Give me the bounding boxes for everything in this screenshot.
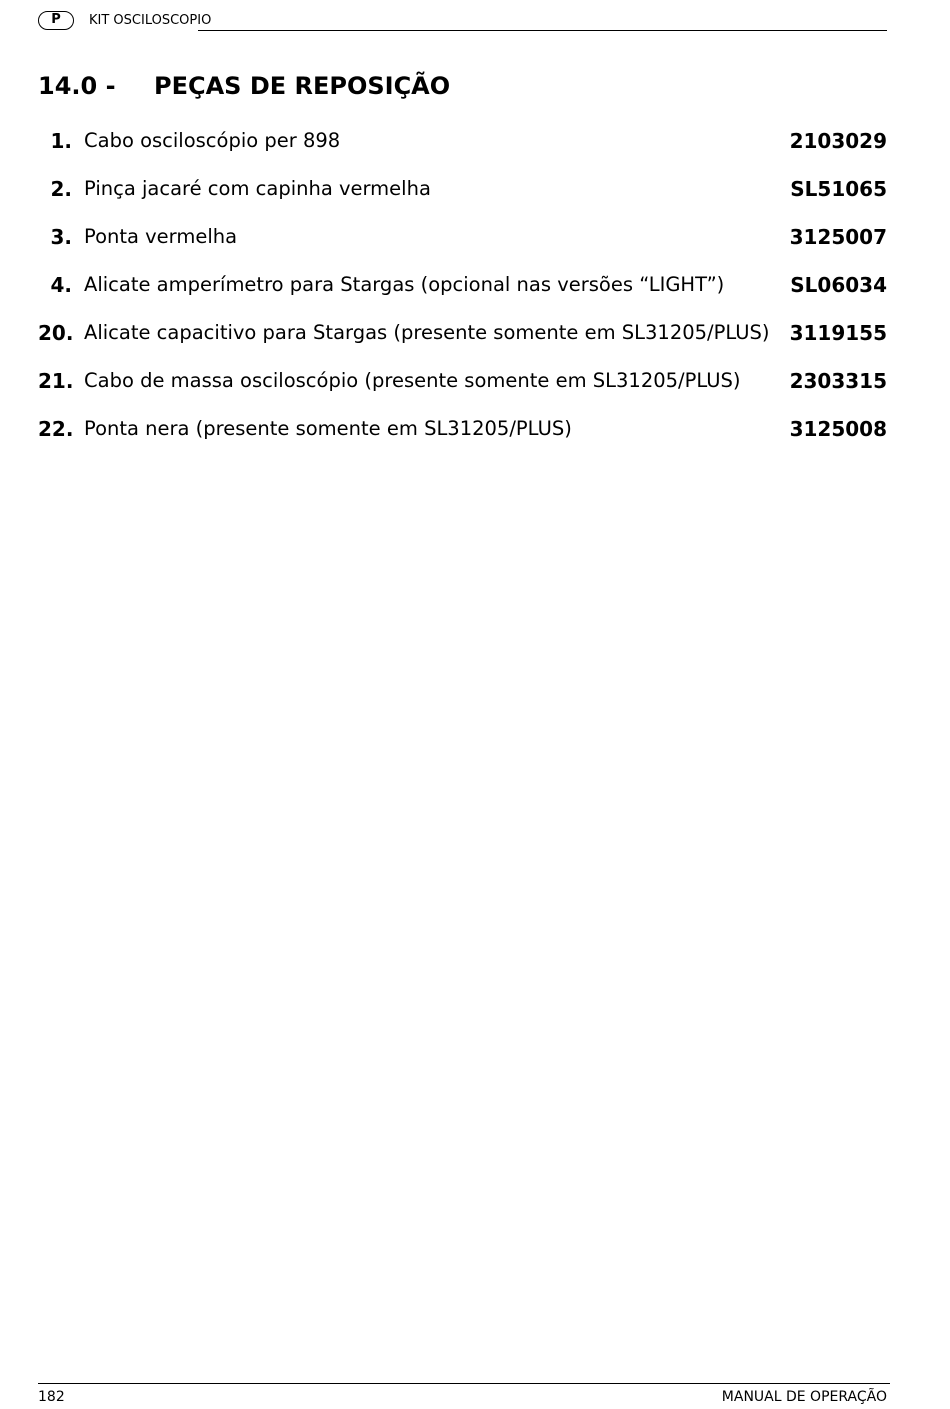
item-description: Alicate amperímetro para Stargas (opcional nas versões “LIGHT”) xyxy=(84,273,725,296)
list-item xyxy=(38,222,887,270)
page-number: 182 xyxy=(38,1389,65,1405)
item-code: SL06034 xyxy=(790,273,887,297)
footer-title: MANUAL DE OPERAÇÃO xyxy=(721,1389,887,1405)
item-code: 3125008 xyxy=(789,417,887,441)
header-rule xyxy=(198,30,887,31)
item-description: Alicate capacitivo para Stargas (presente somente em SL31205/PLUS) xyxy=(84,321,770,344)
item-number: 21. xyxy=(38,369,74,393)
item-description: Ponta vermelha xyxy=(84,225,238,248)
item-number: 1. xyxy=(50,129,72,153)
item-code: 2303315 xyxy=(789,369,887,393)
item-description: Pinça jacaré com capinha vermelha xyxy=(84,177,431,200)
list-item xyxy=(38,270,887,318)
section-title: PEÇAS DE REPOSIÇÃO xyxy=(154,72,451,100)
list-item xyxy=(38,414,887,462)
item-number: 22. xyxy=(38,417,74,441)
list-item xyxy=(38,318,887,366)
section-heading xyxy=(38,70,450,102)
section-number: 14.0 - xyxy=(38,72,116,100)
document-title: KIT OSCILOSCOPIO xyxy=(89,13,215,29)
page-header xyxy=(38,10,887,34)
list-item xyxy=(38,366,887,414)
item-number: 3. xyxy=(50,225,72,249)
spare-parts-list xyxy=(38,126,887,462)
item-code: 2103029 xyxy=(789,129,887,153)
item-code: 3119155 xyxy=(789,321,887,345)
footer-rule xyxy=(38,1383,890,1384)
item-code: 3125007 xyxy=(789,225,887,249)
item-number: 4. xyxy=(50,273,72,297)
item-description: Cabo osciloscópio per 898 xyxy=(84,129,341,152)
item-number: 2. xyxy=(50,177,72,201)
list-item xyxy=(38,174,887,222)
item-description: Cabo de massa osciloscópio (presente somente em SL31205/PLUS) xyxy=(84,369,741,392)
item-number: 20. xyxy=(38,321,74,345)
list-item xyxy=(38,126,887,174)
item-code: SL51065 xyxy=(790,177,887,201)
language-badge: P xyxy=(38,11,74,30)
item-description: Ponta nera (presente somente em SL31205/PLUS) xyxy=(84,417,572,440)
